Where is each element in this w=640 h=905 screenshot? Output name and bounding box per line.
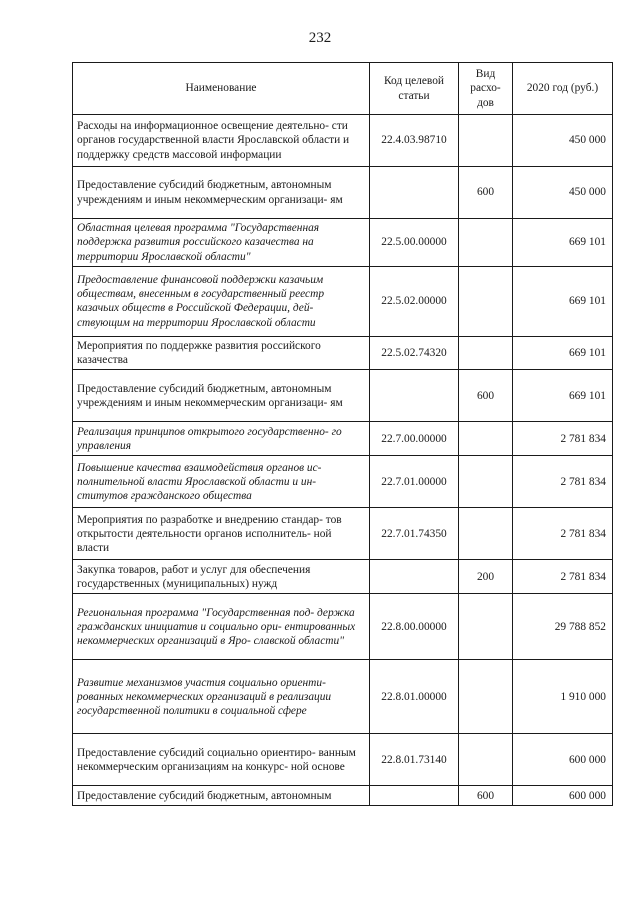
- cell-name: Мероприятия по поддержке развития российского казачества: [73, 336, 370, 370]
- cell-type: 600: [459, 167, 513, 219]
- cell-type: 200: [459, 560, 513, 594]
- table-row: [73, 734, 613, 786]
- cell-sum: 2 781 834: [513, 422, 613, 456]
- table-row: [73, 594, 613, 660]
- cell-type: [459, 219, 513, 267]
- cell-sum: 2 781 834: [513, 560, 613, 594]
- header-code: Код целевой статьи: [370, 63, 459, 115]
- cell-sum: 600 000: [513, 734, 613, 786]
- cell-sum: 669 101: [513, 219, 613, 267]
- cell-code: [370, 786, 459, 806]
- cell-code: 22.8.01.73140: [370, 734, 459, 786]
- cell-type: [459, 594, 513, 660]
- cell-sum: 2 781 834: [513, 456, 613, 508]
- table-row: [73, 336, 613, 370]
- cell-code: 22.7.00.00000: [370, 422, 459, 456]
- cell-name: Предоставление субсидий бюджетным, автономным учреждениям и иным некоммерческим организаци- ям: [73, 370, 370, 422]
- cell-sum: 669 101: [513, 370, 613, 422]
- cell-name: Повышение качества взаимодействия органов ис- полнительной власти Ярославской области и ин- ститутов гражданского общества: [73, 456, 370, 508]
- table-row: [73, 115, 613, 167]
- page-number: 232: [308, 30, 332, 46]
- cell-name: Региональная программа "Государственная под- держка гражданских инициатив и социально ори- ентированных некоммерческих организаций в Яро- славской области": [73, 594, 370, 660]
- cell-type: [459, 115, 513, 167]
- cell-code: 22.5.02.00000: [370, 266, 459, 336]
- table-header-row: [73, 63, 613, 115]
- table-row: [73, 266, 613, 336]
- header-sum: 2020 год (руб.): [513, 63, 613, 115]
- cell-code: 22.8.01.00000: [370, 660, 459, 734]
- cell-sum: 2 781 834: [513, 508, 613, 560]
- cell-name: Расходы на информационное освещение деятельно- сти органов государственной власти Ярославской области и поддержку средств массовой информации: [73, 115, 370, 167]
- table-row: [73, 422, 613, 456]
- cell-code: 22.7.01.74350: [370, 508, 459, 560]
- table-row: [73, 219, 613, 267]
- cell-code: 22.5.00.00000: [370, 219, 459, 267]
- table-row: [73, 370, 613, 422]
- table-row: [73, 456, 613, 508]
- cell-type: [459, 422, 513, 456]
- cell-type: [459, 660, 513, 734]
- cell-name: Развитие механизмов участия социально ориенти- рованных некоммерческих организаций в реализации государственной политики в социальной сфере: [73, 660, 370, 734]
- cell-sum: 669 101: [513, 266, 613, 336]
- cell-sum: 669 101: [513, 336, 613, 370]
- cell-code: [370, 167, 459, 219]
- cell-name: Областная целевая программа "Государственная поддержка развития российского казачества на территории Ярославской области": [73, 219, 370, 267]
- table-row: [73, 786, 613, 806]
- cell-code: [370, 560, 459, 594]
- cell-sum: 29 788 852: [513, 594, 613, 660]
- cell-name: Предоставление субсидий социально ориентиро- ванным некоммерческим организациям на конкурс- ной основе: [73, 734, 370, 786]
- cell-name: Мероприятия по разработке и внедрению стандар- тов открытости деятельности органов исполнитель- ной власти: [73, 508, 370, 560]
- cell-code: 22.4.03.98710: [370, 115, 459, 167]
- cell-type: [459, 508, 513, 560]
- table-body: [73, 115, 613, 806]
- budget-table: [72, 62, 613, 806]
- cell-sum: 450 000: [513, 115, 613, 167]
- cell-name: Предоставление субсидий бюджетным, автономным: [73, 786, 370, 806]
- cell-name: Предоставление финансовой поддержки казачьим обществам, внесенным в государственный реестр казачьих обществ в Российской Федерации, дей- ствующим на территории Ярославской области: [73, 266, 370, 336]
- cell-name: Предоставление субсидий бюджетным, автономным учреждениям и иным некоммерческим организаци- ям: [73, 167, 370, 219]
- header-name: Наименование: [73, 63, 370, 115]
- cell-code: 22.5.02.74320: [370, 336, 459, 370]
- header-type: Вид расхо- дов: [459, 63, 513, 115]
- cell-type: [459, 456, 513, 508]
- cell-sum: 1 910 000: [513, 660, 613, 734]
- cell-name: Закупка товаров, работ и услуг для обеспечения государственных (муниципальных) нужд: [73, 560, 370, 594]
- cell-type: [459, 734, 513, 786]
- cell-code: 22.7.01.00000: [370, 456, 459, 508]
- cell-code: 22.8.00.00000: [370, 594, 459, 660]
- cell-code: [370, 370, 459, 422]
- table-row: [73, 167, 613, 219]
- cell-name: Реализация принципов открытого государственно- го управления: [73, 422, 370, 456]
- cell-sum: 600 000: [513, 786, 613, 806]
- cell-type: 600: [459, 370, 513, 422]
- cell-sum: 450 000: [513, 167, 613, 219]
- table-row: [73, 660, 613, 734]
- cell-type: 600: [459, 786, 513, 806]
- table-row: [73, 508, 613, 560]
- table-row: [73, 560, 613, 594]
- cell-type: [459, 336, 513, 370]
- cell-type: [459, 266, 513, 336]
